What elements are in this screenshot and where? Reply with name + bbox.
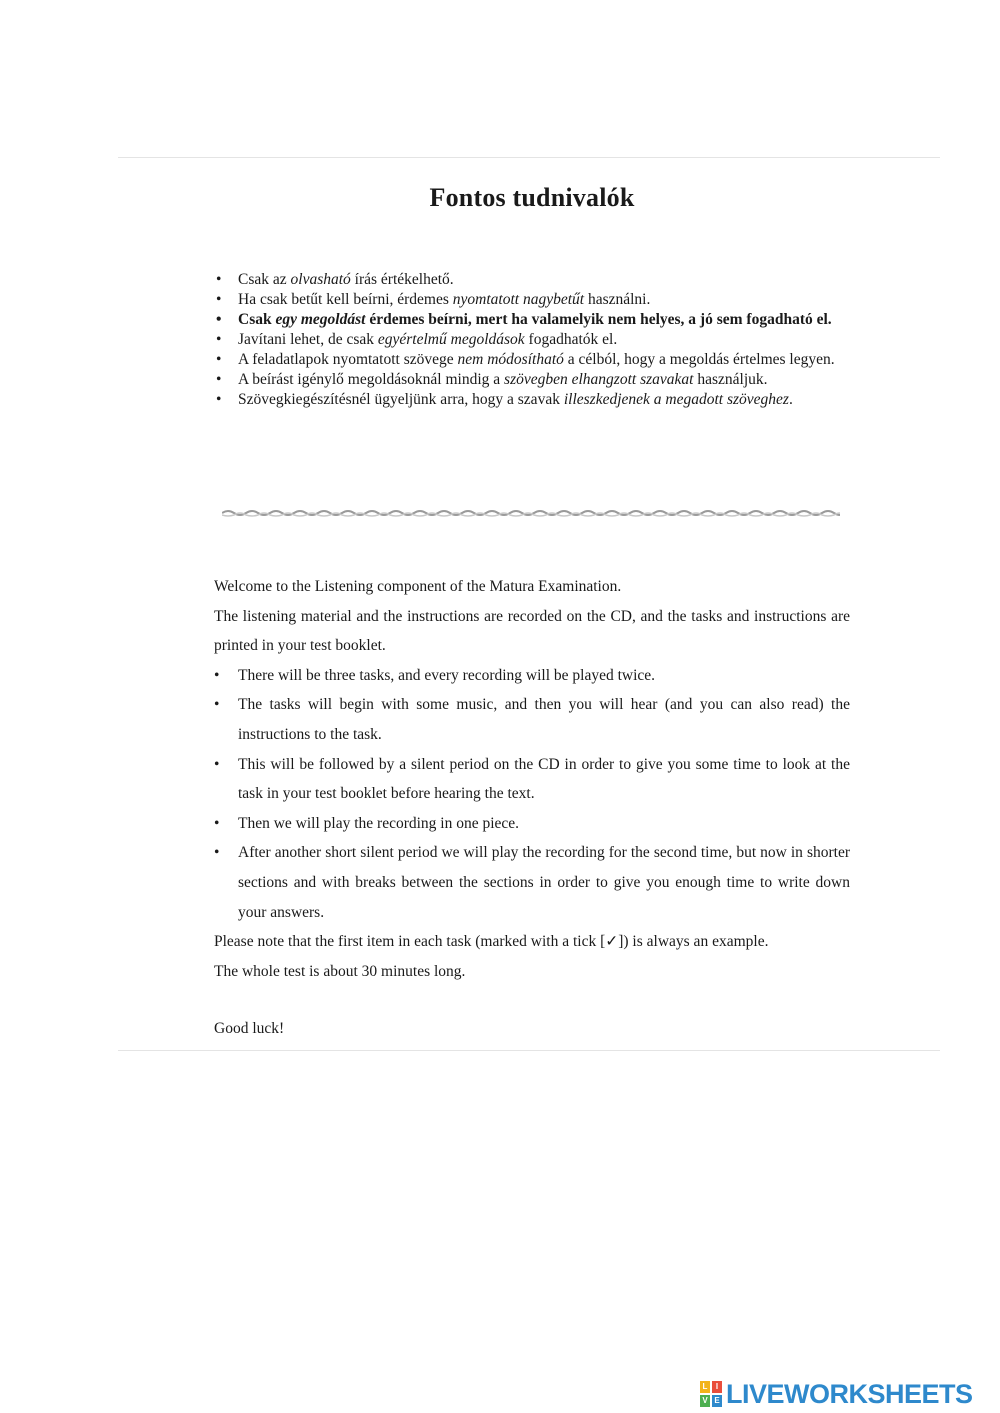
logo-icon-tile: V — [700, 1395, 710, 1407]
bullet-icon: • — [214, 755, 220, 773]
bullet-icon: • — [216, 331, 222, 348]
hungarian-note-item: • Csak egy megoldást érdemes beírni, mert ha valamelyik nem helyes, a jó sem fogadható el. — [216, 311, 832, 328]
good-luck: Good luck! — [214, 1020, 285, 1038]
instruction-bullet: • After another short silent period we will play the recording for the second time, but now in shorter sections and with breaks between the sections in order to give you enough time to write down your answers. — [214, 838, 850, 927]
hungarian-note-item: • A beírást igénylő megoldásoknál mindig a szövegben elhangzott szavakat használjuk. — [216, 371, 768, 388]
wavy-divider — [222, 506, 840, 520]
logo-icon-tile: L — [700, 1381, 710, 1393]
hungarian-note-item: • A feladatlapok nyomtatott szövege nem módosítható a célból, hogy a megoldás értelmes legyen. — [216, 351, 835, 368]
bullet-icon: • — [216, 271, 222, 288]
top-divider — [118, 157, 940, 158]
logo-icon-tile: I — [712, 1381, 722, 1393]
bullet-icon: • — [214, 844, 220, 862]
page-title: Fontos tudnivalók — [429, 183, 635, 212]
test-length: The whole test is about 30 minutes long. — [214, 962, 466, 980]
bullet-icon: • — [216, 371, 222, 388]
instruction-bullet: • The tasks will begin with some music, and then you will hear (and you can also read) the instructions to the task. — [214, 690, 850, 749]
logo-icon-tile: E — [712, 1395, 722, 1407]
hungarian-notes-list — [216, 270, 852, 410]
english-instructions — [214, 572, 850, 1044]
bottom-divider — [118, 1050, 940, 1051]
instruction-bullets — [214, 661, 850, 927]
hungarian-note-item: • Ha csak betűt kell beírni, érdemes nyomtatott nagybetűt használni. — [216, 291, 651, 308]
bullet-icon: • — [214, 696, 220, 714]
logo-text: LIVEWORKSHEETS — [726, 1378, 973, 1409]
bullet-icon: • — [216, 391, 222, 408]
hungarian-note-item: • Csak az olvasható írás értékelhető. — [216, 271, 454, 288]
instruction-bullet: • Then we will play the recording in one piece. — [214, 809, 850, 839]
liveworksheets-logo-icon — [700, 1381, 722, 1407]
example-note: Please note that the first item in each task (marked with a tick [✓]) is always an example. — [214, 933, 769, 951]
bullet-icon: • — [216, 351, 222, 368]
liveworksheets-logo — [700, 1378, 973, 1410]
intro-material: The listening material and the instructions are recorded on the CD, and the tasks and instructions are printed in your test booklet. — [214, 607, 850, 655]
instruction-bullet: • There will be three tasks, and every recording will be played twice. — [214, 661, 850, 691]
bullet-icon: • — [216, 311, 222, 328]
hungarian-note-item: • Javítani lehet, de csak egyértelmű megoldások fogadhatók el. — [216, 331, 618, 348]
intro-welcome: Welcome to the Listening component of the Matura Examination. — [214, 578, 622, 595]
bullet-icon: • — [214, 814, 220, 832]
bullet-icon: • — [214, 666, 220, 684]
instruction-bullet: • This will be followed by a silent period on the CD in order to give you some time to look at the task in your test booklet before hearing the text. — [214, 750, 850, 809]
bullet-icon: • — [216, 291, 222, 308]
hungarian-note-item: • Szövegkiegészítésnél ügyeljünk arra, hogy a szavak illeszkedjenek a megadott szöveghez. — [216, 391, 793, 408]
